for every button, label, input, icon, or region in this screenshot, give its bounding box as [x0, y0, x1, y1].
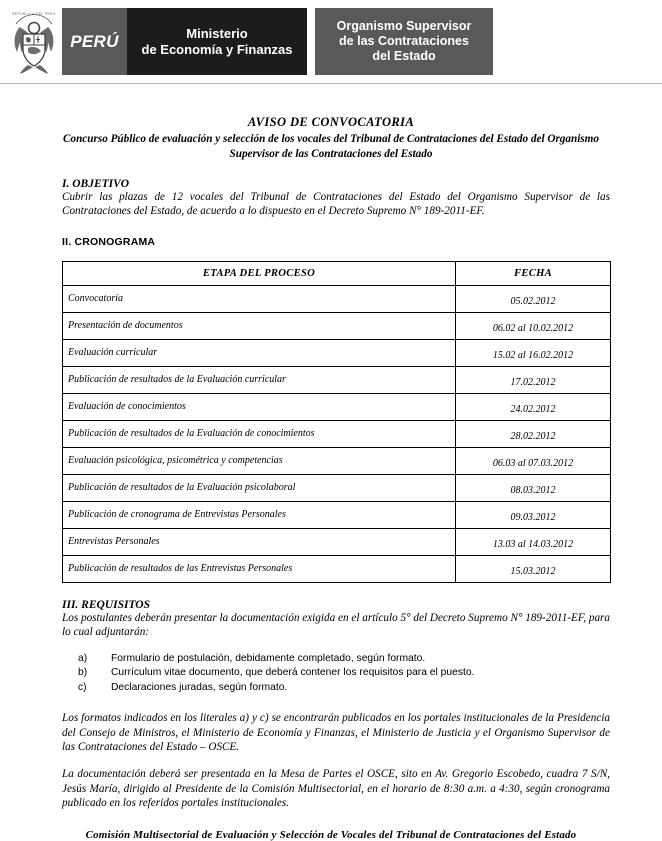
- section-cronograma: [0, 236, 662, 583]
- cell-fecha: 06.03 al 07.03.2012: [456, 447, 611, 474]
- table-header-row: [63, 261, 611, 285]
- column-header-fecha: FECHA: [456, 261, 611, 285]
- osce-line-2: de las Contrataciones: [339, 34, 469, 48]
- peru-brand-label: PERÚ: [70, 31, 119, 51]
- ministerio-line-2: de Economía y Finanzas: [141, 41, 293, 57]
- table-row: [63, 555, 611, 582]
- document-body: [0, 84, 662, 841]
- osce-line-1: Organismo Supervisor: [336, 19, 472, 33]
- cronograma-table-body: [63, 285, 611, 582]
- cell-etapa: Publicación de resultados de la Evaluación psicolaboral: [63, 474, 456, 501]
- cell-etapa: Evaluación de conocimientos: [63, 393, 456, 420]
- table-row: [63, 501, 611, 528]
- list-item-marker: c): [78, 681, 87, 693]
- section-requisitos: [0, 599, 662, 811]
- section-objetivo-heading: I. OBJETIVO: [62, 178, 130, 190]
- section-objetivo: [0, 178, 662, 219]
- ministerio-line-1: Ministerio: [186, 25, 248, 41]
- section-requisitos-intro: Los postulantes deberán presentar la documentación exigida en el artículo 5° del Decreto Supremo N° 189-2011-EF, para lo cual adjuntarán:: [62, 611, 610, 639]
- cell-etapa: Publicación de resultados de las Entrevistas Personales: [63, 555, 456, 582]
- osce-line-3: del Estado: [372, 49, 436, 63]
- list-item-marker: a): [78, 652, 88, 664]
- cell-fecha: 17.02.2012: [456, 366, 611, 393]
- list-item: [78, 666, 662, 681]
- cell-etapa: Evaluación psicológica, psicométrica y competencias: [63, 447, 456, 474]
- cell-fecha: 05.02.2012: [456, 285, 611, 312]
- requisitos-list: [0, 652, 662, 696]
- cell-fecha: 13.03 al 14.03.2012: [456, 528, 611, 555]
- table-row: [63, 447, 611, 474]
- cell-etapa: Publicación de resultados de la Evaluación de conocimientos: [63, 420, 456, 447]
- institutional-header-band: [0, 0, 662, 84]
- document-title: AVISO DE CONVOCATORIA: [247, 115, 415, 129]
- cronograma-table: [62, 261, 611, 583]
- svg-text:REPUBLICA DEL PERU: REPUBLICA DEL PERU: [12, 12, 56, 16]
- peru-coat-of-arms-icon: [8, 7, 60, 75]
- cronograma-table-wrapper: [62, 261, 610, 583]
- table-row: [63, 339, 611, 366]
- cell-fecha: 15.02 al 16.02.2012: [456, 339, 611, 366]
- formatos-paragraph: Los formatos indicados en los literales a) y c) se encontrarán publicados en los portales institucionales de la Presidencia del Consejo de Ministros, el Ministerio de Economía y Finanzas, el Ministerio de Justicia y el Organismo Supervisor de las Contrataciones del Estado – OSCE.: [62, 712, 610, 753]
- list-item-marker: b): [78, 667, 88, 679]
- document-title-block: [0, 115, 662, 161]
- cell-etapa: Evaluación curricular: [63, 339, 456, 366]
- list-item-text: Formulario de postulación, debidamente completado, según formato.: [111, 652, 426, 664]
- cell-etapa: Publicación de resultados de la Evaluación curricular: [63, 366, 456, 393]
- cell-fecha: 09.03.2012: [456, 501, 611, 528]
- list-item-text: Declaraciones juradas, según formato.: [111, 681, 288, 693]
- document-subtitle: Concurso Público de evaluación y selección de los vocales del Tribunal de Contrataciones del Estado del Organismo Supervisor de las Contrataciones del Estado: [63, 133, 599, 160]
- table-row: [63, 474, 611, 501]
- list-item: [78, 652, 662, 667]
- table-row: [63, 285, 611, 312]
- column-header-etapa: ETAPA DEL PROCESO: [63, 261, 456, 285]
- cell-etapa: Convocatoria: [63, 285, 456, 312]
- cell-fecha: 28.02.2012: [456, 420, 611, 447]
- table-row: [63, 420, 611, 447]
- cell-etapa: Presentación de documentos: [63, 312, 456, 339]
- table-row: [63, 312, 611, 339]
- table-row: [63, 528, 611, 555]
- peru-brand-box: [62, 8, 127, 75]
- osce-organismo-supervisor-box: [315, 8, 493, 75]
- documentacion-paragraph: La documentación deberá ser presentada en la Mesa de Partes el OSCE, sito en Av. Gregorio Escobedo, cuadra 7 S/N, Jesús María, dirigido al Presidente de la Comisión Multisectorial, en el horario de 8:30 a.m. a 4:30, según cronograma publicado en los referidos portales institucionales.: [62, 768, 610, 810]
- list-item: [78, 681, 662, 696]
- section-objetivo-text: Cubrir las plazas de 12 vocales del Tribunal de Contrataciones del Estado del Organismo Supervisor de las Contrataciones del Estado, de acuerdo a lo dispuesto en el Decreto Supremo N° 189-2011-EF.: [62, 191, 610, 218]
- cell-fecha: 06.02 al 10.02.2012: [456, 312, 611, 339]
- section-cronograma-heading: II. CRONOGRAMA: [62, 235, 156, 248]
- table-row: [63, 393, 611, 420]
- ministerio-economia-finanzas-box: [127, 8, 307, 75]
- table-row: [63, 366, 611, 393]
- cell-fecha: 24.02.2012: [456, 393, 611, 420]
- cell-fecha: 15.03.2012: [456, 555, 611, 582]
- list-item-text: Currículum vitae documento, que deberá contener los requisitos para el puesto.: [111, 667, 475, 679]
- section-requisitos-heading: III. REQUISITOS: [62, 598, 150, 611]
- cell-fecha: 08.03.2012: [456, 474, 611, 501]
- cell-etapa: Entrevistas Personales: [63, 528, 456, 555]
- cell-etapa: Publicación de cronograma de Entrevistas Personales: [63, 501, 456, 528]
- commission-signature-line: Comisión Multisectorial de Evaluación y Selección de Vocales del Tribunal de Contrataciones del Estado: [85, 828, 577, 841]
